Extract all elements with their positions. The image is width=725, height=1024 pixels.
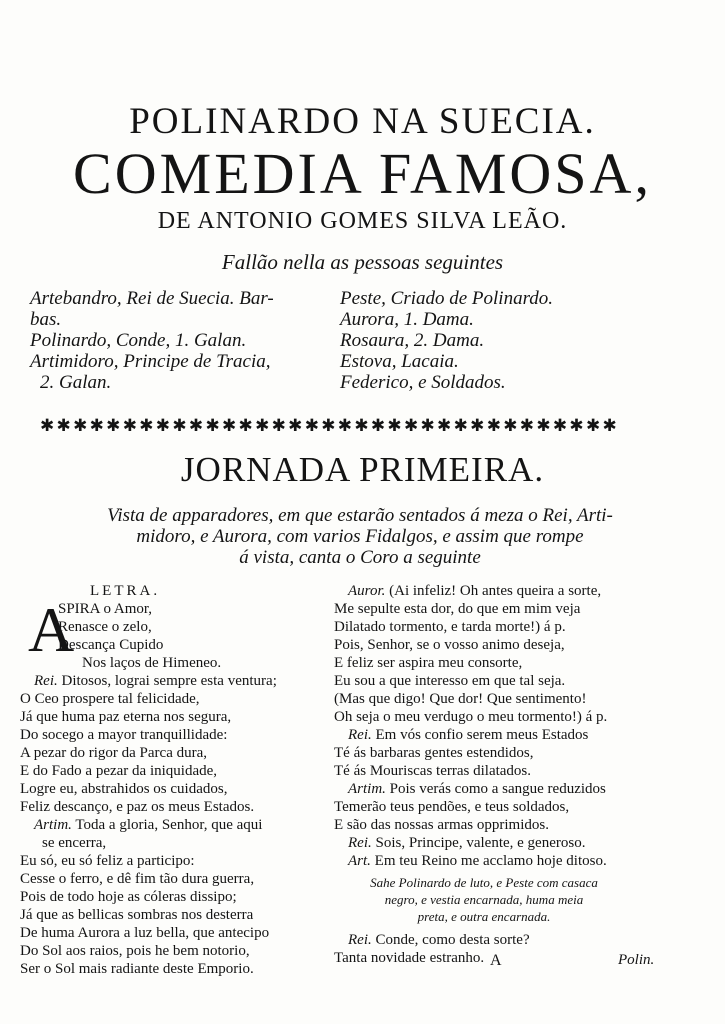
verse-line: [334, 780, 634, 798]
verse-line: [20, 798, 325, 816]
verse-text: Tanta novidade estranho.: [334, 950, 485, 966]
persons-heading: Fallão nella as pessoas seguintes: [221, 250, 504, 274]
verse-line: [334, 798, 634, 816]
cast-line: bas.: [30, 309, 62, 330]
verse-text: Té ás Mouriscas terras dilatados.: [334, 763, 532, 779]
cast-line: 2. Galan.: [40, 372, 112, 393]
song-line: SPIRA o Amor,: [58, 601, 153, 617]
verse-text: Oh seja o meu verdugo o meu tormento!) á p.: [334, 709, 608, 725]
catchword: Polin.: [618, 952, 655, 968]
verse-text: Pois de todo hoje as cóleras dissipo;: [20, 889, 237, 905]
verse-text: Logre eu, abstrahidos os cuidados,: [20, 781, 228, 797]
verse-line: [20, 744, 325, 762]
cast-list-right: [340, 288, 690, 393]
verse-line: [20, 762, 325, 780]
cast-line: Polinardo, Conde, 1. Galan.: [30, 330, 247, 351]
cast-list-left: [30, 288, 330, 393]
drop-capital: A: [28, 594, 75, 665]
author-line: DE ANTONIO GOMES SILVA LEÃO.: [157, 208, 568, 234]
verse-text: Feliz descanço, e paz os meus Estados.: [20, 799, 255, 815]
play-title: POLINARDO NA SUECIA.: [129, 101, 596, 142]
verse-line: [334, 949, 634, 967]
verse-line: [20, 726, 325, 744]
verse-text: Eu só, eu só feliz a participo:: [20, 853, 195, 869]
verse-text: se encerra,: [42, 835, 107, 851]
verse-line: [20, 690, 325, 708]
speaker-name: Rei.: [348, 727, 372, 743]
signature-mark: A: [490, 952, 502, 969]
speaker-name: Art.: [348, 853, 371, 869]
verse-text: Já que as bellicas sombras nos desterra: [20, 907, 254, 923]
verse-text: Pois verás como a sangue reduzidos: [385, 781, 606, 797]
verse-line: [20, 888, 325, 906]
verse-line: [20, 924, 325, 942]
verse-text: Temerão teus pendões, e teus soldados,: [334, 799, 570, 815]
verse-line: [334, 762, 634, 780]
verse-line: [20, 870, 325, 888]
verse-line: [20, 906, 325, 924]
stage-direction-line: midoro, e Aurora, com varios Fidalgos, e assim que rompe: [136, 526, 584, 547]
verse-text: Ser o Sol mais radiante deste Emporio.: [20, 961, 254, 977]
verse-text: Pois, Senhor, se o vosso animo deseja,: [334, 637, 565, 653]
dialogue-block: [20, 672, 325, 978]
cast-line: Aurora, 1. Dama.: [340, 309, 474, 330]
cast-line: Artimidoro, Principe de Tracia,: [30, 351, 271, 372]
dialogue-block: [334, 931, 634, 967]
stage-direction-entrance: [334, 870, 634, 931]
song-heading: LETRA.: [90, 583, 161, 599]
verse-line: [334, 726, 634, 744]
stage-direction-line: negro, e vestia encarnada, huma meia: [384, 892, 584, 907]
verse-text: Do Sol aos raios, pois he bem notorio,: [20, 943, 250, 959]
verse-text: E feliz ser aspira meu consorte,: [334, 655, 523, 671]
song-line: Descança Cupido: [58, 637, 164, 653]
verse-text: Toda a gloria, Senhor, que aqui: [71, 817, 263, 833]
verse-line: [334, 708, 634, 726]
verse-line: [20, 780, 325, 798]
verse-text: Já que huma paz eterna nos segura,: [20, 709, 232, 725]
verse-line: [334, 582, 634, 600]
left-text-column: [20, 582, 325, 978]
verse-line: [334, 852, 634, 870]
verse-text: Me sepulte esta dor, do que em mim veja: [334, 601, 581, 617]
dialogue-block: [334, 582, 634, 870]
verse-line: [20, 816, 325, 834]
verse-text: Em vós confio serem meus Estados: [371, 727, 589, 743]
speaker-name: Rei.: [34, 673, 58, 689]
verse-text: O Ceo prospere tal felicidade,: [20, 691, 200, 707]
ornament-divider: ✱✱✱✱✱✱✱✱✱✱✱✱✱✱✱✱✱✱✱✱✱✱✱✱✱✱✱✱✱✱✱✱✱✱✱: [40, 416, 620, 435]
verse-line: [334, 636, 634, 654]
stage-direction: [30, 505, 690, 568]
verse-text: Em teu Reino me acclamo hoje ditoso.: [370, 853, 607, 869]
verse-line: [20, 960, 325, 978]
verse-line: [334, 618, 634, 636]
verse-text: (Ai infeliz! Oh antes queira a sorte,: [385, 583, 602, 599]
verse-line: [334, 931, 634, 949]
verse-line: [20, 672, 325, 690]
verse-text: Sois, Principe, valente, e generoso.: [371, 835, 586, 851]
verse-text: E são das nossas armas opprimidos.: [334, 817, 549, 833]
cast-line: Estova, Lacaia.: [340, 351, 459, 372]
speaker-name: Auror.: [348, 583, 386, 599]
verse-text: Cesse o ferro, e dê fim tão dura guerra,: [20, 871, 255, 887]
verse-line: [334, 654, 634, 672]
stage-direction-line: Sahe Polinardo de luto, e Peste com casaca: [370, 875, 598, 890]
verse-text: Ditosos, lograi sempre esta ventura;: [57, 673, 277, 689]
verse-line: [334, 744, 634, 762]
cast-line: Artebandro, Rei de Suecia. Bar-: [30, 288, 274, 309]
verse-text: Conde, como desta sorte?: [371, 932, 530, 948]
verse-text: Dilatado tormento, e tarda morte!) á p.: [334, 619, 566, 635]
song-line: Renasce o zelo,: [58, 619, 152, 635]
stage-direction-line: Vista de apparadores, em que estarão sentados á meza o Rei, Arti-: [107, 505, 613, 526]
verse-text: E do Fado a pezar da iniquidade,: [20, 763, 218, 779]
verse-line: [334, 690, 634, 708]
verse-line: [334, 672, 634, 690]
cast-line: Federico, e Soldados.: [340, 372, 506, 393]
verse-text: A pezar do rigor da Parca dura,: [20, 745, 208, 761]
verse-text: Té ás barbaras gentes estendidos,: [334, 745, 534, 761]
song-block: [20, 594, 325, 672]
verse-text: (Mas que digo! Que dor! Que sentimento!: [334, 691, 587, 707]
act-title: JORNADA PRIMEIRA.: [180, 450, 545, 489]
cast-line: Rosaura, 2. Dama.: [340, 330, 485, 351]
verse-text: De huma Aurora a luz bella, que antecipo: [20, 925, 270, 941]
right-text-column: [334, 582, 634, 967]
cast-line: Peste, Criado de Polinardo.: [340, 288, 554, 309]
verse-line: [20, 834, 325, 852]
verse-line: [20, 852, 325, 870]
stage-direction-line: á vista, canta o Coro a seguinte: [239, 547, 481, 568]
verse-line: [334, 816, 634, 834]
verse-line: [334, 600, 634, 618]
speaker-name: Rei.: [348, 932, 372, 948]
verse-text: Eu sou a que interesso em que tal seja.: [334, 673, 566, 689]
speaker-name: Artim.: [348, 781, 386, 797]
genre-title: COMEDIA FAMOSA,: [73, 141, 652, 206]
verse-text: Do socego a mayor tranquillidade:: [20, 727, 228, 743]
speaker-name: Rei.: [348, 835, 372, 851]
verse-line: [20, 942, 325, 960]
song-line: Nos laços de Himeneo.: [82, 655, 222, 671]
verse-line: [334, 834, 634, 852]
stage-direction-line: preta, e outra encarnada.: [417, 909, 551, 924]
verse-line: [20, 708, 325, 726]
speaker-name: Artim.: [34, 817, 72, 833]
